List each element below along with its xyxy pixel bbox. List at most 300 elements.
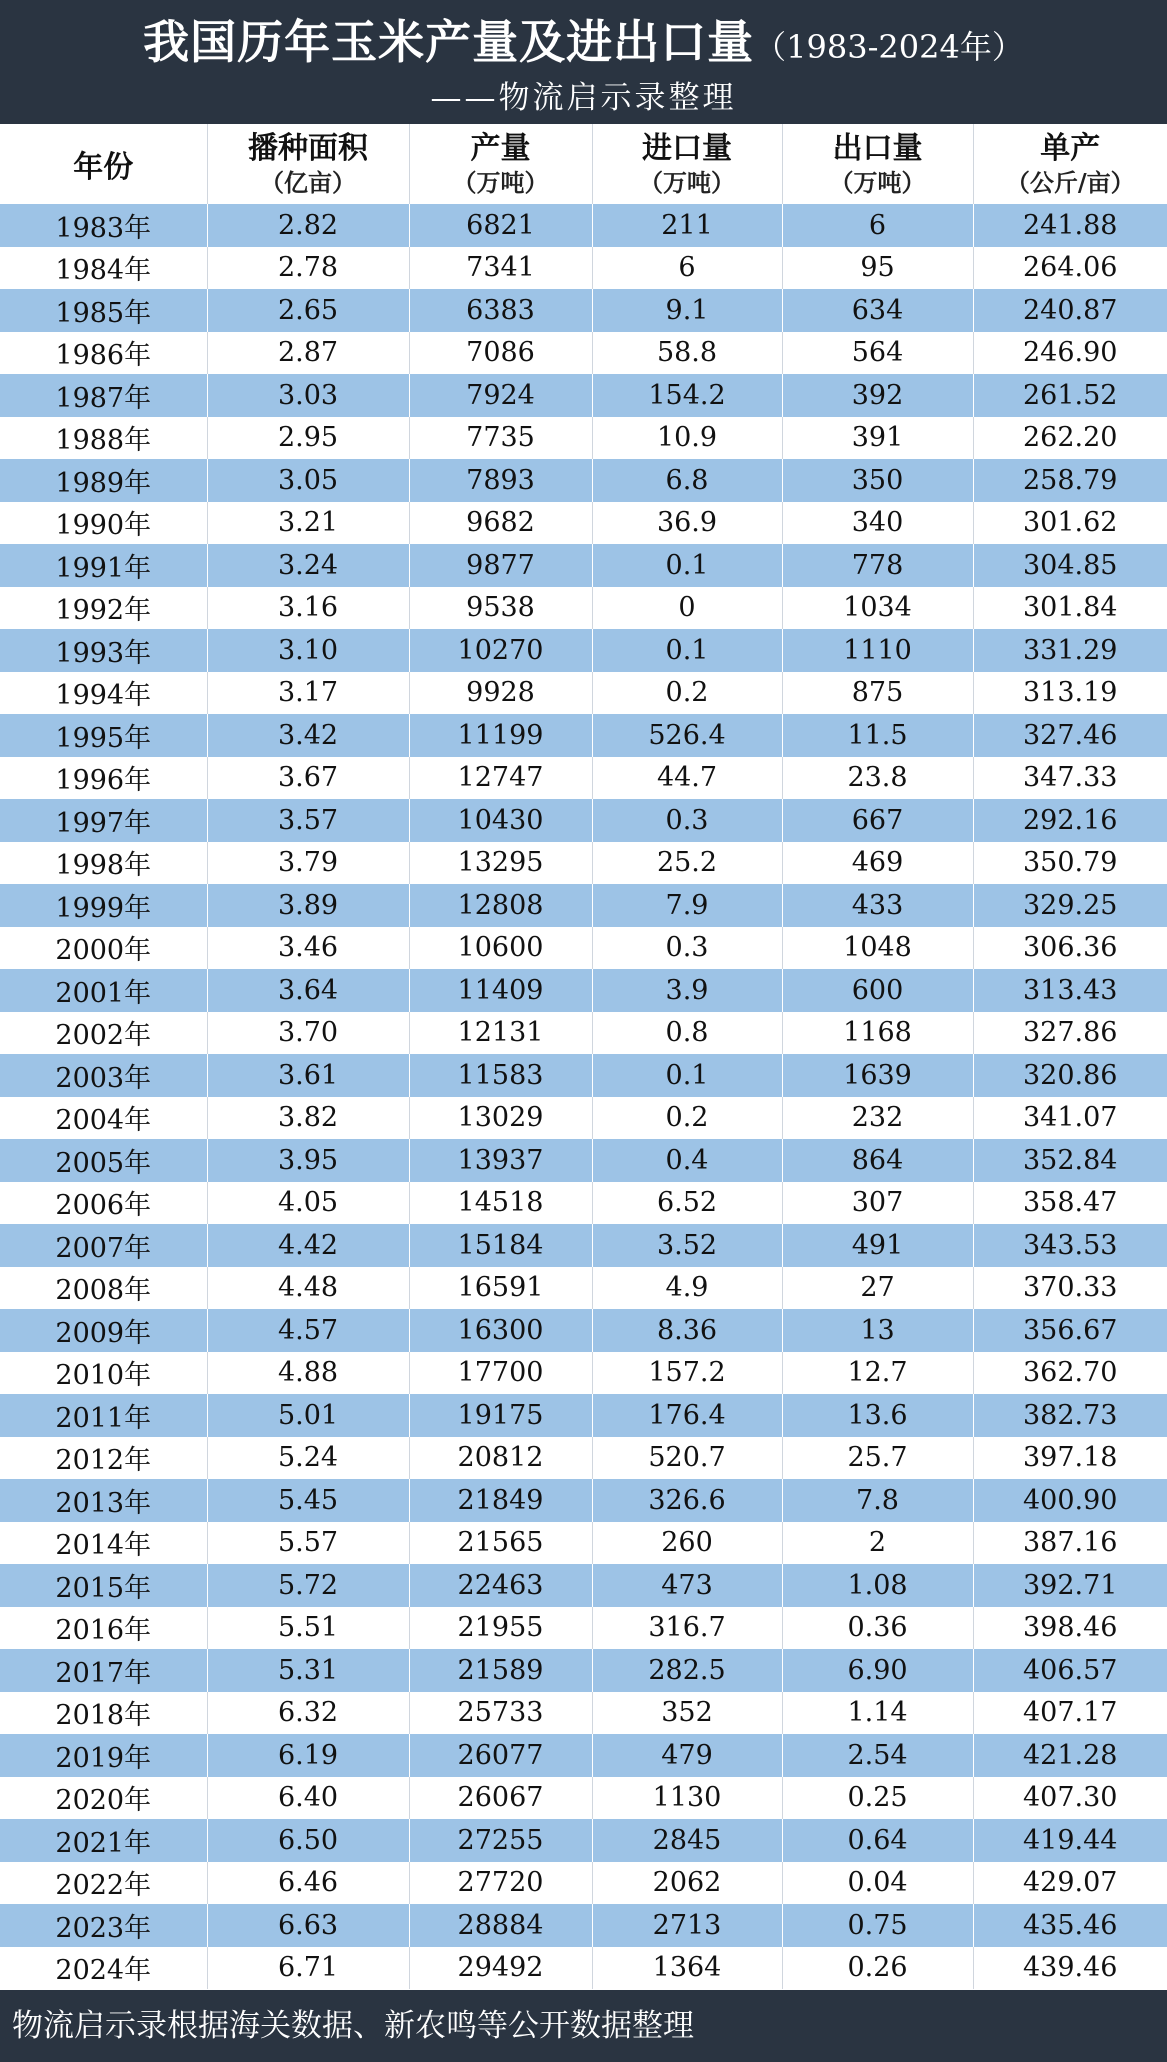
table-row (0, 247, 1167, 290)
cell-imports: 36.9 (592, 502, 782, 545)
cell-yield: 240.87 (973, 289, 1167, 332)
cell-year: 2021年 (0, 1819, 207, 1862)
table-row (0, 1819, 1167, 1862)
cell-production: 12808 (409, 884, 592, 927)
corn-data-table (0, 124, 1167, 1989)
cell-area: 5.01 (207, 1394, 409, 1437)
cell-year: 2019年 (0, 1734, 207, 1777)
cell-year: 2022年 (0, 1862, 207, 1905)
cell-exports: 27 (782, 1267, 973, 1310)
cell-year: 1993年 (0, 629, 207, 672)
cell-year: 1994年 (0, 672, 207, 715)
cell-yield: 341.07 (973, 1097, 1167, 1140)
cell-area: 5.45 (207, 1479, 409, 1522)
title-years: （1983-2024年） (754, 28, 1024, 66)
cell-imports: 326.6 (592, 1479, 782, 1522)
cell-imports: 0.1 (592, 544, 782, 587)
cell-year: 1986年 (0, 332, 207, 375)
cell-yield: 262.20 (973, 417, 1167, 460)
table-body (0, 204, 1167, 1989)
cell-area: 3.46 (207, 927, 409, 970)
cell-yield: 382.73 (973, 1394, 1167, 1437)
cell-production: 12747 (409, 757, 592, 800)
cell-yield: 313.19 (973, 672, 1167, 715)
cell-production: 22463 (409, 1564, 592, 1607)
cell-production: 21955 (409, 1607, 592, 1650)
table-row (0, 1479, 1167, 1522)
cell-area: 4.57 (207, 1309, 409, 1352)
cell-yield: 398.46 (973, 1607, 1167, 1650)
cell-production: 11583 (409, 1054, 592, 1097)
cell-yield: 421.28 (973, 1734, 1167, 1777)
table-row (0, 1352, 1167, 1395)
cell-yield: 327.46 (973, 714, 1167, 757)
cell-area: 3.89 (207, 884, 409, 927)
cell-production: 6821 (409, 204, 592, 247)
cell-production: 12131 (409, 1012, 592, 1055)
cell-yield: 392.71 (973, 1564, 1167, 1607)
table-row (0, 1097, 1167, 1140)
table-row (0, 289, 1167, 332)
cell-imports: 2845 (592, 1819, 782, 1862)
cell-yield: 429.07 (973, 1862, 1167, 1905)
column-header-imports (592, 124, 782, 204)
cell-year: 1997年 (0, 799, 207, 842)
cell-exports: 0.36 (782, 1607, 973, 1650)
cell-exports: 350 (782, 459, 973, 502)
cell-area: 3.61 (207, 1054, 409, 1097)
table-row (0, 544, 1167, 587)
cell-exports: 95 (782, 247, 973, 290)
cell-year: 2009年 (0, 1309, 207, 1352)
cell-area: 3.17 (207, 672, 409, 715)
table-row (0, 1904, 1167, 1947)
table-row (0, 587, 1167, 630)
cell-imports: 520.7 (592, 1437, 782, 1480)
cell-year: 1989年 (0, 459, 207, 502)
cell-yield: 258.79 (973, 459, 1167, 502)
cell-exports: 307 (782, 1182, 973, 1225)
cell-production: 25733 (409, 1692, 592, 1735)
table-row (0, 629, 1167, 672)
cell-yield: 313.43 (973, 969, 1167, 1012)
cell-production: 14518 (409, 1182, 592, 1225)
cell-imports: 58.8 (592, 332, 782, 375)
cell-year: 1999年 (0, 884, 207, 927)
cell-year: 2010年 (0, 1352, 207, 1395)
cell-exports: 13 (782, 1309, 973, 1352)
cell-yield: 407.30 (973, 1777, 1167, 1820)
cell-production: 26077 (409, 1734, 592, 1777)
cell-area: 6.50 (207, 1819, 409, 1862)
cell-imports: 260 (592, 1522, 782, 1565)
cell-imports: 8.36 (592, 1309, 782, 1352)
footer-source-note: 物流启示录根据海关数据、新农鸣等公开数据整理 (12, 2008, 694, 2044)
cell-area: 4.88 (207, 1352, 409, 1395)
cell-yield: 246.90 (973, 332, 1167, 375)
title-main: 我国历年玉米产量及进出口量 (143, 15, 755, 69)
cell-imports: 3.9 (592, 969, 782, 1012)
cell-production: 10270 (409, 629, 592, 672)
cell-yield: 343.53 (973, 1224, 1167, 1267)
cell-year: 2014年 (0, 1522, 207, 1565)
table-row (0, 714, 1167, 757)
cell-area: 5.31 (207, 1649, 409, 1692)
column-header-unit: （万吨） (452, 168, 549, 197)
cell-area: 2.65 (207, 289, 409, 332)
cell-year: 2006年 (0, 1182, 207, 1225)
cell-imports: 0.2 (592, 672, 782, 715)
table-row (0, 1649, 1167, 1692)
cell-year: 2023年 (0, 1904, 207, 1947)
cell-imports: 157.2 (592, 1352, 782, 1395)
cell-exports: 23.8 (782, 757, 973, 800)
cell-exports: 778 (782, 544, 973, 587)
cell-area: 3.70 (207, 1012, 409, 1055)
cell-area: 3.05 (207, 459, 409, 502)
data-table-container (0, 124, 1167, 1990)
cell-year: 2002年 (0, 1012, 207, 1055)
cell-imports: 479 (592, 1734, 782, 1777)
cell-yield: 301.84 (973, 587, 1167, 630)
cell-imports: 1364 (592, 1947, 782, 1990)
cell-area: 3.67 (207, 757, 409, 800)
cell-area: 4.48 (207, 1267, 409, 1310)
cell-area: 3.64 (207, 969, 409, 1012)
column-header-label: 年份 (73, 150, 134, 185)
cell-year: 2007年 (0, 1224, 207, 1267)
cell-production: 7924 (409, 374, 592, 417)
cell-yield: 261.52 (973, 374, 1167, 417)
cell-exports: 1639 (782, 1054, 973, 1097)
table-row (0, 204, 1167, 247)
cell-exports: 392 (782, 374, 973, 417)
cell-production: 17700 (409, 1352, 592, 1395)
cell-yield: 358.47 (973, 1182, 1167, 1225)
column-header-production (409, 124, 592, 204)
column-header-unit: （亿亩） (260, 168, 356, 197)
cell-imports: 352 (592, 1692, 782, 1735)
cell-production: 13029 (409, 1097, 592, 1140)
cell-yield: 352.84 (973, 1139, 1167, 1182)
cell-yield: 347.33 (973, 757, 1167, 800)
cell-area: 6.46 (207, 1862, 409, 1905)
cell-area: 3.21 (207, 502, 409, 545)
cell-year: 2016年 (0, 1607, 207, 1650)
table-row (0, 502, 1167, 545)
cell-imports: 4.9 (592, 1267, 782, 1310)
cell-yield: 400.90 (973, 1479, 1167, 1522)
cell-yield: 362.70 (973, 1352, 1167, 1395)
cell-area: 5.51 (207, 1607, 409, 1650)
cell-year: 2003年 (0, 1054, 207, 1097)
cell-exports: 391 (782, 417, 973, 460)
cell-yield: 356.67 (973, 1309, 1167, 1352)
cell-imports: 0.8 (592, 1012, 782, 1055)
cell-production: 21849 (409, 1479, 592, 1522)
cell-year: 2018年 (0, 1692, 207, 1735)
cell-exports: 1034 (782, 587, 973, 630)
cell-production: 13295 (409, 842, 592, 885)
cell-year: 2001年 (0, 969, 207, 1012)
cell-yield: 320.86 (973, 1054, 1167, 1097)
cell-imports: 0 (592, 587, 782, 630)
table-row (0, 374, 1167, 417)
cell-area: 3.57 (207, 799, 409, 842)
cell-imports: 44.7 (592, 757, 782, 800)
cell-production: 9682 (409, 502, 592, 545)
cell-yield: 304.85 (973, 544, 1167, 587)
cell-production: 11409 (409, 969, 592, 1012)
cell-imports: 6.52 (592, 1182, 782, 1225)
table-row (0, 1734, 1167, 1777)
cell-production: 13937 (409, 1139, 592, 1182)
cell-area: 5.57 (207, 1522, 409, 1565)
table-row (0, 1054, 1167, 1097)
cell-imports: 526.4 (592, 714, 782, 757)
cell-year: 1984年 (0, 247, 207, 290)
cell-exports: 1.08 (782, 1564, 973, 1607)
cell-year: 1987年 (0, 374, 207, 417)
cell-production: 7893 (409, 459, 592, 502)
cell-exports: 469 (782, 842, 973, 885)
cell-year: 1988年 (0, 417, 207, 460)
column-header-label: 单产 (1040, 131, 1101, 166)
cell-exports: 600 (782, 969, 973, 1012)
cell-exports: 1.14 (782, 1692, 973, 1735)
cell-imports: 9.1 (592, 289, 782, 332)
column-header-label: 出口量 (832, 131, 923, 166)
cell-area: 2.78 (207, 247, 409, 290)
cell-year: 1991年 (0, 544, 207, 587)
cell-yield: 264.06 (973, 247, 1167, 290)
table-row (0, 672, 1167, 715)
cell-yield: 331.29 (973, 629, 1167, 672)
cell-production: 20812 (409, 1437, 592, 1480)
cell-exports: 0.04 (782, 1862, 973, 1905)
cell-imports: 10.9 (592, 417, 782, 460)
cell-exports: 6 (782, 204, 973, 247)
cell-exports: 491 (782, 1224, 973, 1267)
column-header-label: 播种面积 (248, 131, 368, 166)
cell-production: 7735 (409, 417, 592, 460)
cell-production: 10430 (409, 799, 592, 842)
table-row (0, 1777, 1167, 1820)
cell-production: 19175 (409, 1394, 592, 1437)
cell-area: 6.40 (207, 1777, 409, 1820)
cell-exports: 864 (782, 1139, 973, 1182)
cell-exports: 433 (782, 884, 973, 927)
table-row (0, 459, 1167, 502)
cell-production: 26067 (409, 1777, 592, 1820)
cell-exports: 634 (782, 289, 973, 332)
cell-year: 1992年 (0, 587, 207, 630)
cell-area: 4.05 (207, 1182, 409, 1225)
cell-yield: 241.88 (973, 204, 1167, 247)
cell-yield: 370.33 (973, 1267, 1167, 1310)
cell-year: 1996年 (0, 757, 207, 800)
cell-production: 9877 (409, 544, 592, 587)
column-header-label: 进口量 (642, 131, 732, 166)
cell-production: 21589 (409, 1649, 592, 1692)
table-row (0, 884, 1167, 927)
cell-imports: 0.3 (592, 927, 782, 970)
cell-area: 3.42 (207, 714, 409, 757)
cell-area: 6.19 (207, 1734, 409, 1777)
cell-yield: 406.57 (973, 1649, 1167, 1692)
column-header-exports (782, 124, 973, 204)
cell-area: 3.03 (207, 374, 409, 417)
cell-year: 2015年 (0, 1564, 207, 1607)
table-header (0, 124, 1167, 204)
cell-yield: 439.46 (973, 1947, 1167, 1990)
cell-year: 1983年 (0, 204, 207, 247)
cell-area: 6.71 (207, 1947, 409, 1990)
header-banner (0, 0, 1167, 124)
cell-yield: 292.16 (973, 799, 1167, 842)
cell-yield: 407.17 (973, 1692, 1167, 1735)
cell-exports: 0.64 (782, 1819, 973, 1862)
cell-area: 3.95 (207, 1139, 409, 1182)
cell-production: 9538 (409, 587, 592, 630)
column-header-area (207, 124, 409, 204)
cell-imports: 2062 (592, 1862, 782, 1905)
cell-exports: 232 (782, 1097, 973, 1140)
cell-imports: 1130 (592, 1777, 782, 1820)
cell-imports: 0.1 (592, 629, 782, 672)
cell-area: 3.82 (207, 1097, 409, 1140)
cell-imports: 473 (592, 1564, 782, 1607)
cell-area: 3.10 (207, 629, 409, 672)
cell-exports: 667 (782, 799, 973, 842)
cell-year: 2020年 (0, 1777, 207, 1820)
cell-production: 9928 (409, 672, 592, 715)
cell-production: 15184 (409, 1224, 592, 1267)
cell-imports: 0.2 (592, 1097, 782, 1140)
cell-exports: 0.75 (782, 1904, 973, 1947)
table-row (0, 969, 1167, 1012)
table-row (0, 842, 1167, 885)
cell-year: 2012年 (0, 1437, 207, 1480)
page-title (0, 10, 1167, 74)
cell-production: 29492 (409, 1947, 592, 1990)
header-row (0, 124, 1167, 204)
cell-exports: 1110 (782, 629, 973, 672)
cell-yield: 329.25 (973, 884, 1167, 927)
cell-imports: 282.5 (592, 1649, 782, 1692)
column-header-yield (973, 124, 1167, 204)
cell-year: 2013年 (0, 1479, 207, 1522)
table-row (0, 1437, 1167, 1480)
cell-exports: 564 (782, 332, 973, 375)
cell-yield: 350.79 (973, 842, 1167, 885)
cell-exports: 6.90 (782, 1649, 973, 1692)
table-row (0, 1139, 1167, 1182)
column-header-label: 产量 (470, 131, 531, 166)
cell-area: 2.82 (207, 204, 409, 247)
cell-imports: 211 (592, 204, 782, 247)
cell-year: 2004年 (0, 1097, 207, 1140)
table-row (0, 1224, 1167, 1267)
cell-yield: 306.36 (973, 927, 1167, 970)
table-row (0, 757, 1167, 800)
column-header-unit: （万吨） (829, 168, 926, 197)
cell-imports: 0.4 (592, 1139, 782, 1182)
column-header-year (0, 124, 207, 204)
cell-area: 3.79 (207, 842, 409, 885)
cell-year: 2000年 (0, 927, 207, 970)
cell-exports: 13.6 (782, 1394, 973, 1437)
cell-yield: 419.44 (973, 1819, 1167, 1862)
cell-production: 6383 (409, 289, 592, 332)
cell-production: 7086 (409, 332, 592, 375)
cell-exports: 11.5 (782, 714, 973, 757)
table-row (0, 1862, 1167, 1905)
cell-exports: 12.7 (782, 1352, 973, 1395)
cell-production: 28884 (409, 1904, 592, 1947)
cell-year: 2024年 (0, 1947, 207, 1990)
cell-imports: 176.4 (592, 1394, 782, 1437)
table-row (0, 1012, 1167, 1055)
cell-yield: 301.62 (973, 502, 1167, 545)
table-row (0, 799, 1167, 842)
column-header-unit: （公斤/亩） (1005, 168, 1135, 197)
cell-area: 3.16 (207, 587, 409, 630)
table-row (0, 1267, 1167, 1310)
cell-production: 11199 (409, 714, 592, 757)
cell-yield: 435.46 (973, 1904, 1167, 1947)
table-row (0, 927, 1167, 970)
cell-production: 7341 (409, 247, 592, 290)
cell-yield: 387.16 (973, 1522, 1167, 1565)
cell-imports: 316.7 (592, 1607, 782, 1650)
cell-year: 2005年 (0, 1139, 207, 1182)
cell-production: 16300 (409, 1309, 592, 1352)
cell-production: 21565 (409, 1522, 592, 1565)
cell-year: 2017年 (0, 1649, 207, 1692)
cell-imports: 154.2 (592, 374, 782, 417)
cell-year: 1985年 (0, 289, 207, 332)
cell-imports: 25.2 (592, 842, 782, 885)
cell-imports: 0.1 (592, 1054, 782, 1097)
cell-production: 27255 (409, 1819, 592, 1862)
cell-production: 27720 (409, 1862, 592, 1905)
footer-banner (0, 1990, 1167, 2062)
cell-production: 16591 (409, 1267, 592, 1310)
cell-area: 5.72 (207, 1564, 409, 1607)
cell-area: 6.63 (207, 1904, 409, 1947)
cell-imports: 0.3 (592, 799, 782, 842)
table-row (0, 332, 1167, 375)
cell-imports: 6.8 (592, 459, 782, 502)
column-header-unit: （万吨） (639, 168, 735, 197)
cell-exports: 7.8 (782, 1479, 973, 1522)
table-row (0, 1522, 1167, 1565)
cell-production: 10600 (409, 927, 592, 970)
cell-area: 6.32 (207, 1692, 409, 1735)
cell-exports: 0.26 (782, 1947, 973, 1990)
cell-exports: 875 (782, 672, 973, 715)
cell-year: 2011年 (0, 1394, 207, 1437)
page-subtitle: ——物流启示录整理 (430, 80, 737, 116)
cell-area: 2.95 (207, 417, 409, 460)
cell-exports: 25.7 (782, 1437, 973, 1480)
table-row (0, 1607, 1167, 1650)
cell-exports: 1048 (782, 927, 973, 970)
cell-area: 2.87 (207, 332, 409, 375)
cell-imports: 3.52 (592, 1224, 782, 1267)
cell-exports: 0.25 (782, 1777, 973, 1820)
